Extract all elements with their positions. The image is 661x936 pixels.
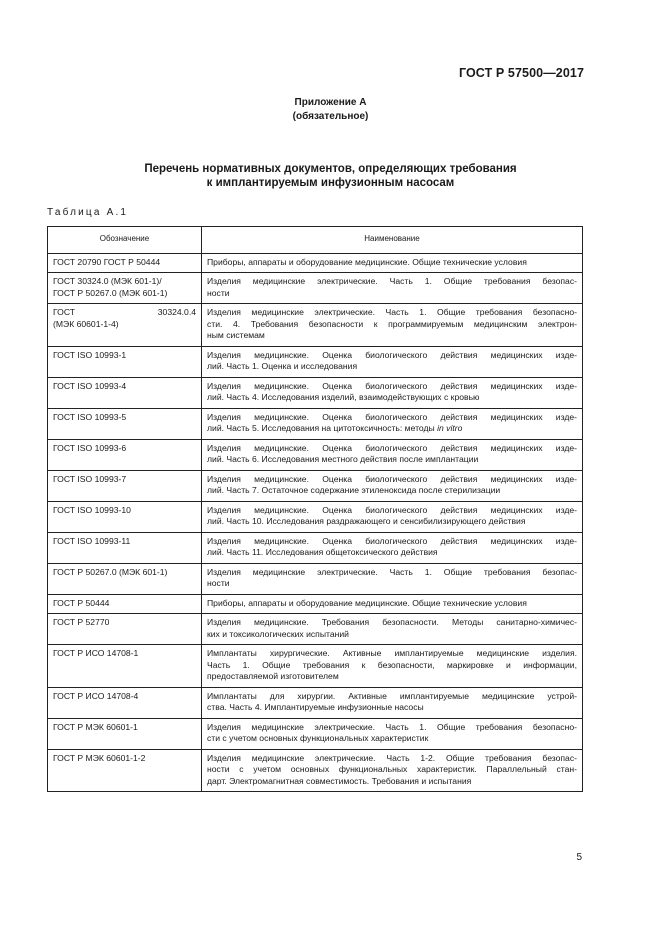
designation-line: ГОСТ ISO 10993-1 — [53, 349, 127, 360]
cell-designation — [48, 501, 202, 532]
name-line: сти. 4. Требования безопасности к программируемым медицинским электрон- — [207, 318, 577, 329]
table-header-row — [48, 227, 583, 254]
cell-designation — [48, 346, 202, 377]
name-line: лий. Часть 4. Исследования изделий, взаимодействующих с кровью — [207, 392, 480, 402]
designation-line: ГОСТ Р ИСО 14708-1 — [53, 648, 139, 658]
table-row — [48, 718, 583, 749]
name-line: Часть 1. Общие требования к безопасности, маркировке и информации, — [207, 659, 577, 670]
name-line: Приборы, аппараты и оборудование медицинские. Общие технические условия — [207, 256, 527, 267]
designation-line: ГОСТ ISO 10993-6 — [53, 442, 127, 453]
table-row — [48, 614, 583, 645]
designation-line: ГОСТ 30324.0 (МЭК 601-1)/ — [53, 276, 162, 286]
table-row — [48, 470, 583, 501]
table-row — [48, 532, 583, 563]
name-line: Приборы, аппараты и оборудование медицинские. Общие технические условия — [207, 597, 527, 608]
cell-name — [202, 377, 583, 408]
cell-designation — [48, 614, 202, 645]
name-line: Изделия медицинские. Оценка биологического действия медицинских изде- — [207, 504, 577, 515]
table-row — [48, 749, 583, 792]
name-line: ности с учетом основных функциональных характеристик. Параллельный стан- — [207, 764, 577, 774]
designation-line: ГОСТ 20790 ГОСТ Р 50444 — [53, 256, 161, 267]
designation-line: ГОСТ ISO 10993-7 — [53, 473, 127, 484]
name-line: лий. Часть 7. Остаточное содержание этиленоксида после стерилизации — [207, 485, 501, 495]
section-heading — [0, 162, 661, 190]
name-line: лий. Часть 1. Оценка и исследования — [207, 361, 358, 371]
name-line: дарт. Электромагнитная совместимость. Требования и испытания — [207, 775, 472, 786]
designation-line: ГОСТ 30324.0.4 — [53, 307, 196, 317]
name-line: лий. Часть 11. Исследования общетоксического действия — [207, 547, 438, 557]
appendix-subtitle: (обязательное) — [292, 111, 369, 122]
cell-name — [202, 594, 583, 614]
name-line: Изделия медицинские. Требования безопасности. Методы санитарно-химичес- — [207, 617, 577, 627]
cell-designation — [48, 304, 202, 347]
column-header-name: Наименование — [202, 227, 583, 254]
table-row — [48, 687, 583, 718]
designation-line: ГОСТ ISO 10993-11 — [53, 535, 131, 546]
cell-name — [202, 532, 583, 563]
name-line: Имплантаты для хирургии. Активные имплантируемые медицинские устрой- — [207, 690, 577, 701]
cell-designation — [48, 687, 202, 718]
name-line: ным системам — [207, 330, 265, 340]
name-line: лий. Часть 5. Исследования на цитотоксичность: методы in vitro — [207, 423, 463, 433]
name-line: Изделия медицинские. Оценка биологического действия медицинских изде- — [207, 473, 577, 484]
designation-line: ГОСТ Р ИСО 14708-4 — [53, 690, 139, 701]
cell-designation — [48, 563, 202, 594]
name-line: ности — [207, 578, 230, 588]
table-row — [48, 563, 583, 594]
designation-line: ГОСТ ISO 10993-5 — [53, 411, 127, 422]
name-line: Изделия медицинские. Оценка биологического действия медицинских изде- — [207, 442, 577, 453]
designation-line: ГОСТ ISO 10993-4 — [53, 380, 127, 391]
table-label: Таблица А.1 — [47, 207, 129, 218]
table-row — [48, 253, 583, 273]
cell-designation — [48, 273, 202, 304]
heading-line-1: Перечень нормативных документов, определяющих требования — [144, 163, 517, 175]
name-line: сти с учетом основных функциональных характеристик — [207, 733, 429, 743]
cell-name — [202, 408, 583, 439]
cell-name — [202, 439, 583, 470]
cell-name — [202, 253, 583, 273]
table-row — [48, 408, 583, 439]
name-line: Имплантаты хирургические. Активные имплантируемые медицинские изделия. — [207, 648, 577, 658]
name-line: ства. Часть 4. Имплантируемые инфузионные насосы — [207, 702, 424, 712]
cell-name — [202, 749, 583, 792]
designation-line: ГОСТ Р 50444 — [53, 597, 110, 608]
cell-designation — [48, 408, 202, 439]
cell-name — [202, 614, 583, 645]
designation-line: ГОСТ Р 52770 — [53, 617, 110, 627]
cell-designation — [48, 718, 202, 749]
appendix-title: Приложение А — [294, 97, 367, 108]
name-line: лий. Часть 6. Исследования местного действия после имплантации — [207, 454, 479, 464]
column-header-designation: Обозначение — [48, 227, 202, 254]
cell-designation — [48, 594, 202, 614]
table-row — [48, 439, 583, 470]
page-number: 5 — [576, 852, 582, 863]
table-body — [48, 253, 583, 792]
table-row — [48, 377, 583, 408]
table-row — [48, 594, 583, 614]
appendix-caption — [0, 96, 661, 124]
cell-designation — [48, 253, 202, 273]
cell-name — [202, 273, 583, 304]
name-line: Изделия медицинские. Оценка биологического действия медицинских изде- — [207, 349, 577, 360]
cell-name — [202, 563, 583, 594]
table-row — [48, 501, 583, 532]
name-line: Изделия медицинские электрические. Часть 1. Общие требования безопас- — [207, 566, 577, 577]
cell-designation — [48, 532, 202, 563]
designation-line: ГОСТ Р 50267.0 (МЭК 601-1) — [53, 566, 168, 577]
name-line: лий. Часть 10. Исследования раздражающего и сенсибилизирующего действия — [207, 516, 526, 526]
name-line: ности — [207, 287, 230, 298]
designation-line: (МЭК 60601-1-4) — [53, 318, 119, 329]
name-line: ких и токсикологических испытаний — [207, 628, 349, 639]
name-line: Изделия медицинские электрические. Часть 1. Общие требования безопасно- — [207, 307, 577, 317]
cell-name — [202, 645, 583, 688]
cell-name — [202, 687, 583, 718]
designation-line: ГОСТ Р 50267.0 (МЭК 601-1) — [53, 287, 168, 298]
designation-line: ГОСТ Р МЭК 60601-1 — [53, 721, 138, 732]
table-row — [48, 645, 583, 688]
cell-name — [202, 346, 583, 377]
name-line: Изделия медицинские электрические. Часть 1-2. Общие требования безопас- — [207, 752, 577, 763]
name-line: Изделия медицинские электрические. Часть 1. Общие требования безопас- — [207, 276, 577, 286]
designation-line: ГОСТ ISO 10993-10 — [53, 504, 131, 515]
table-row — [48, 346, 583, 377]
cell-designation — [48, 377, 202, 408]
designation-line: ГОСТ Р МЭК 60601-1-2 — [53, 752, 146, 763]
heading-line-2: к имплантируемым инфузионным насосам — [206, 177, 455, 189]
table-row — [48, 273, 583, 304]
name-line: Изделия медицинские. Оценка биологического действия медицинских изде- — [207, 380, 577, 391]
cell-name — [202, 470, 583, 501]
cell-designation — [48, 749, 202, 792]
name-line: Изделия медицинские. Оценка биологического действия медицинских изде- — [207, 535, 577, 546]
cell-name — [202, 304, 583, 347]
name-line: Изделия медицинские электрические. Часть 1. Общие требования безопасно- — [207, 721, 577, 732]
cell-designation — [48, 470, 202, 501]
cell-designation — [48, 645, 202, 688]
name-line: предоставляемой изготовителем — [207, 671, 339, 681]
table-row — [48, 304, 583, 347]
standards-table — [47, 226, 583, 792]
cell-name — [202, 718, 583, 749]
document-code: ГОСТ Р 57500—2017 — [458, 66, 584, 80]
name-line: Изделия медицинские. Оценка биологического действия медицинских изде- — [207, 411, 577, 422]
cell-designation — [48, 439, 202, 470]
cell-name — [202, 501, 583, 532]
